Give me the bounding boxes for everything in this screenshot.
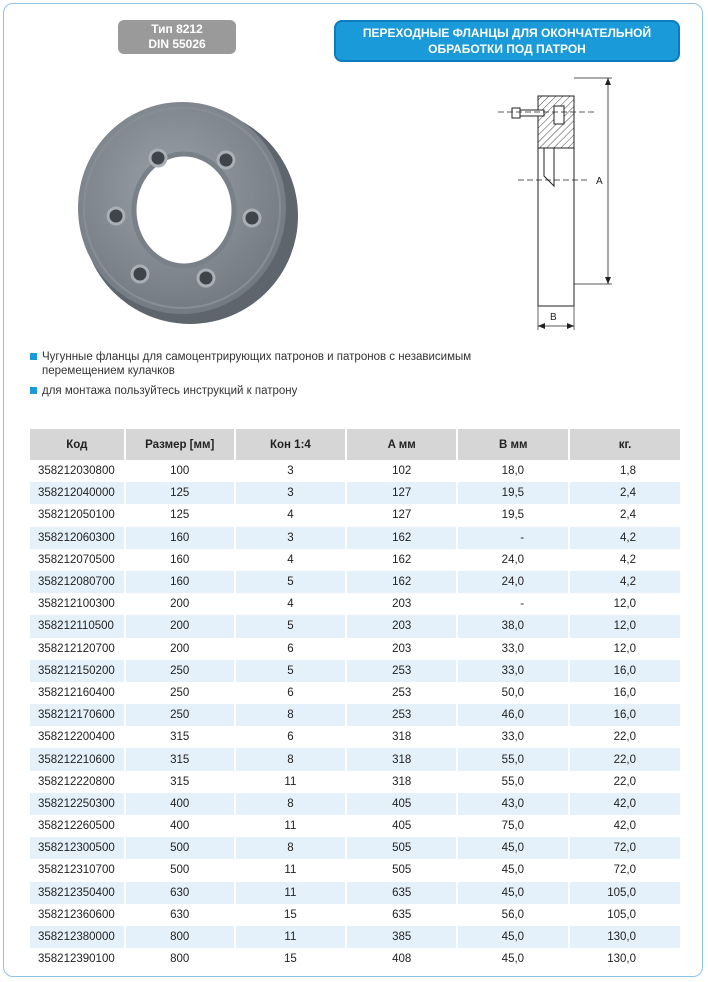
table-row (30, 926, 680, 948)
cell-cone: 8 (235, 793, 346, 815)
table-row (30, 527, 680, 549)
cell-b: 24,0 (457, 549, 569, 571)
cell-size: 250 (125, 704, 235, 726)
cell-cone: 4 (235, 549, 346, 571)
cell-weight: 42,0 (569, 793, 680, 815)
cell-size: 200 (125, 593, 235, 615)
cell-a: 162 (346, 527, 457, 549)
cell-b: 33,0 (457, 638, 569, 660)
cell-a: 203 (346, 593, 457, 615)
cell-b: 45,0 (457, 926, 569, 948)
cell-a: 162 (346, 549, 457, 571)
table-row (30, 638, 680, 660)
cell-code: 358212220800 (30, 771, 125, 793)
cell-b: 55,0 (457, 748, 569, 770)
cell-b: 45,0 (457, 882, 569, 904)
cell-code: 358212040000 (30, 482, 125, 504)
cell-code: 358212030800 (30, 460, 125, 482)
table-row (30, 504, 680, 526)
cell-code: 358212070500 (30, 549, 125, 571)
cell-cone: 8 (235, 704, 346, 726)
type-label: Тип 8212 (151, 22, 203, 36)
cell-cone: 5 (235, 660, 346, 682)
cell-size: 160 (125, 549, 235, 571)
cell-cone: 8 (235, 748, 346, 770)
cell-b: 55,0 (457, 771, 569, 793)
feature-list (30, 350, 510, 404)
cell-size: 315 (125, 771, 235, 793)
cell-size: 200 (125, 638, 235, 660)
col-header-a: A мм (346, 429, 457, 460)
cell-cone: 11 (235, 882, 346, 904)
cell-size: 800 (125, 948, 235, 970)
cell-size: 125 (125, 504, 235, 526)
cell-code: 358212110500 (30, 615, 125, 637)
table-row (30, 748, 680, 770)
title-line-2: ОБРАБОТКИ ПОД ПАТРОН (428, 42, 586, 56)
cell-code: 358212100300 (30, 593, 125, 615)
cell-a: 318 (346, 771, 457, 793)
cell-cone: 11 (235, 926, 346, 948)
cell-weight: 105,0 (607, 908, 636, 921)
col-header-code: Код (30, 429, 125, 460)
table-row (30, 660, 680, 682)
cell-b: 33,0 (457, 660, 569, 682)
cell-b: 33,0 (457, 726, 569, 748)
col-header-size: Размер [мм] (125, 429, 235, 460)
bullet-square-icon (30, 353, 37, 360)
cell-a: 405 (346, 815, 457, 837)
din-label: DIN 55026 (148, 37, 206, 51)
technical-drawing (498, 76, 633, 336)
cell-code: 358212150200 (30, 660, 125, 682)
cell-cone: 11 (235, 771, 346, 793)
cell-weight: 130,0 (569, 926, 680, 948)
table-row (30, 771, 680, 793)
col-header-cone: Кон 1:4 (235, 429, 346, 460)
cell-b: 45,0 (457, 948, 569, 970)
cell-b: 19,5 (457, 504, 569, 526)
feature-text: для монтажа пользуйтесь инструкций к патрону (42, 385, 298, 397)
cell-size: 315 (125, 748, 235, 770)
cell-code: 358212080700 (30, 571, 125, 593)
cell-a: 203 (346, 615, 457, 637)
cell-b: 50,0 (457, 682, 569, 704)
cell-weight: 4,2 (569, 571, 680, 593)
cell-weight: 130,0 (607, 953, 636, 966)
cell-weight: 2,4 (569, 482, 680, 504)
cell-size: 125 (125, 482, 235, 504)
cell-size: 250 (125, 682, 235, 704)
cell-cone: 3 (235, 460, 346, 482)
table-row (30, 948, 680, 970)
cell-b: 43,0 (457, 793, 569, 815)
cell-cone: 15 (235, 948, 346, 970)
cell-b: 75,0 (457, 815, 569, 837)
table-body (30, 460, 680, 970)
cell-weight: 12,0 (613, 598, 636, 611)
cell-size: 100 (125, 460, 235, 482)
cell-b: 18,0 (457, 460, 569, 482)
cell-weight: 12,0 (613, 642, 636, 655)
table-row (30, 793, 680, 815)
cell-weight: 22,0 (613, 731, 636, 744)
cell-code: 358212360600 (30, 904, 125, 926)
cell-size: 160 (125, 571, 235, 593)
cell-weight: 1,8 (620, 465, 636, 478)
table-row (30, 815, 680, 837)
cell-size: 400 (125, 815, 235, 837)
feature-text: Чугунные фланцы для самоцентрирующих патронов и патронов с независимым перемещением кулачков (42, 351, 472, 377)
cell-weight: 4,2 (620, 553, 636, 566)
cell-code: 358212120700 (30, 638, 125, 660)
cell-b: 56,0 (457, 904, 569, 926)
cell-code: 358212050100 (30, 504, 125, 526)
cell-a: 635 (346, 882, 457, 904)
cell-b: 24,0 (457, 571, 569, 593)
cell-a: 253 (346, 660, 457, 682)
cell-cone: 3 (235, 482, 346, 504)
cell-a: 203 (346, 638, 457, 660)
cell-a: 505 (346, 859, 457, 881)
cell-b: 38,0 (457, 615, 569, 637)
cell-weight: 16,0 (569, 704, 680, 726)
cell-a: 405 (346, 793, 457, 815)
cell-cone: 4 (235, 504, 346, 526)
table-row (30, 882, 680, 904)
table-row (30, 593, 680, 615)
cell-a: 253 (346, 704, 457, 726)
cell-a: 505 (346, 837, 457, 859)
cell-cone: 4 (235, 593, 346, 615)
dim-a-label: A (596, 176, 603, 187)
cell-b: - (457, 593, 569, 615)
title-line-1: ПЕРЕХОДНЫЕ ФЛАНЦЫ ДЛЯ ОКОНЧАТЕЛЬНОЙ (362, 26, 652, 40)
cell-code: 358212200400 (30, 726, 125, 748)
cell-a: 408 (346, 948, 457, 970)
bullet-square-icon (30, 387, 37, 394)
type-badge (118, 20, 236, 54)
cell-weight: 12,0 (569, 615, 680, 637)
cell-size: 400 (125, 793, 235, 815)
cell-cone: 6 (235, 682, 346, 704)
col-header-b: B мм (457, 429, 569, 460)
cell-cone: 5 (235, 571, 346, 593)
table-row (30, 704, 680, 726)
cell-cone: 5 (235, 615, 346, 637)
cell-weight: 2,4 (620, 509, 636, 522)
cell-weight: 16,0 (613, 686, 636, 699)
table-row (30, 859, 680, 881)
cell-code: 358212390100 (30, 948, 125, 970)
cell-code: 358212210600 (30, 748, 125, 770)
cell-weight: 72,0 (613, 864, 636, 877)
flange-image (78, 88, 298, 328)
cell-cone: 15 (235, 904, 346, 926)
cell-weight: 22,0 (613, 775, 636, 788)
cell-size: 250 (125, 660, 235, 682)
cell-a: 127 (346, 482, 457, 504)
cell-b: 46,0 (457, 704, 569, 726)
table-header-row (30, 429, 680, 460)
cell-code: 358212260500 (30, 815, 125, 837)
cell-code: 358212380000 (30, 926, 125, 948)
cell-code: 358212160400 (30, 682, 125, 704)
cell-size: 160 (125, 527, 235, 549)
feature-item (30, 384, 510, 398)
cell-cone: 3 (235, 527, 346, 549)
cell-size: 630 (125, 882, 235, 904)
table-row (30, 726, 680, 748)
cell-weight: 22,0 (569, 748, 680, 770)
cell-b: 19,5 (457, 482, 569, 504)
cell-code: 358212250300 (30, 793, 125, 815)
cell-code: 358212300500 (30, 837, 125, 859)
cell-cone: 11 (235, 815, 346, 837)
table-row (30, 837, 680, 859)
cell-size: 500 (125, 837, 235, 859)
page-title (334, 20, 680, 62)
cell-cone: 6 (235, 638, 346, 660)
cell-weight: 72,0 (569, 837, 680, 859)
specs-table (30, 429, 680, 970)
cell-a: 318 (346, 726, 457, 748)
cell-cone: 8 (235, 837, 346, 859)
cell-weight: 4,2 (569, 527, 680, 549)
cell-a: 635 (346, 904, 457, 926)
cell-size: 200 (125, 615, 235, 637)
cell-weight: 42,0 (613, 820, 636, 833)
dim-b-label: B (550, 312, 557, 323)
cell-cone: 11 (235, 859, 346, 881)
table-row (30, 682, 680, 704)
cell-code: 358212170600 (30, 704, 125, 726)
cell-a: 385 (346, 926, 457, 948)
cell-weight: 105,0 (569, 882, 680, 904)
cell-cone: 6 (235, 726, 346, 748)
cell-weight: 16,0 (569, 660, 680, 682)
cell-code: 358212310700 (30, 859, 125, 881)
table-row (30, 615, 680, 637)
table-row (30, 904, 680, 926)
cell-b: - (457, 527, 569, 549)
table-row (30, 482, 680, 504)
table-row (30, 549, 680, 571)
col-header-weight: кг. (569, 429, 680, 460)
cell-size: 500 (125, 859, 235, 881)
cell-b: 45,0 (457, 837, 569, 859)
cell-size: 315 (125, 726, 235, 748)
table-row (30, 571, 680, 593)
feature-item (30, 350, 510, 378)
cell-size: 630 (125, 904, 235, 926)
cell-code: 358212350400 (30, 882, 125, 904)
cell-b: 45,0 (457, 859, 569, 881)
cell-code: 358212060300 (30, 527, 125, 549)
cell-a: 127 (346, 504, 457, 526)
cell-size: 800 (125, 926, 235, 948)
table-row (30, 460, 680, 482)
cell-a: 102 (346, 460, 457, 482)
cell-a: 318 (346, 748, 457, 770)
cell-a: 253 (346, 682, 457, 704)
cell-a: 162 (346, 571, 457, 593)
